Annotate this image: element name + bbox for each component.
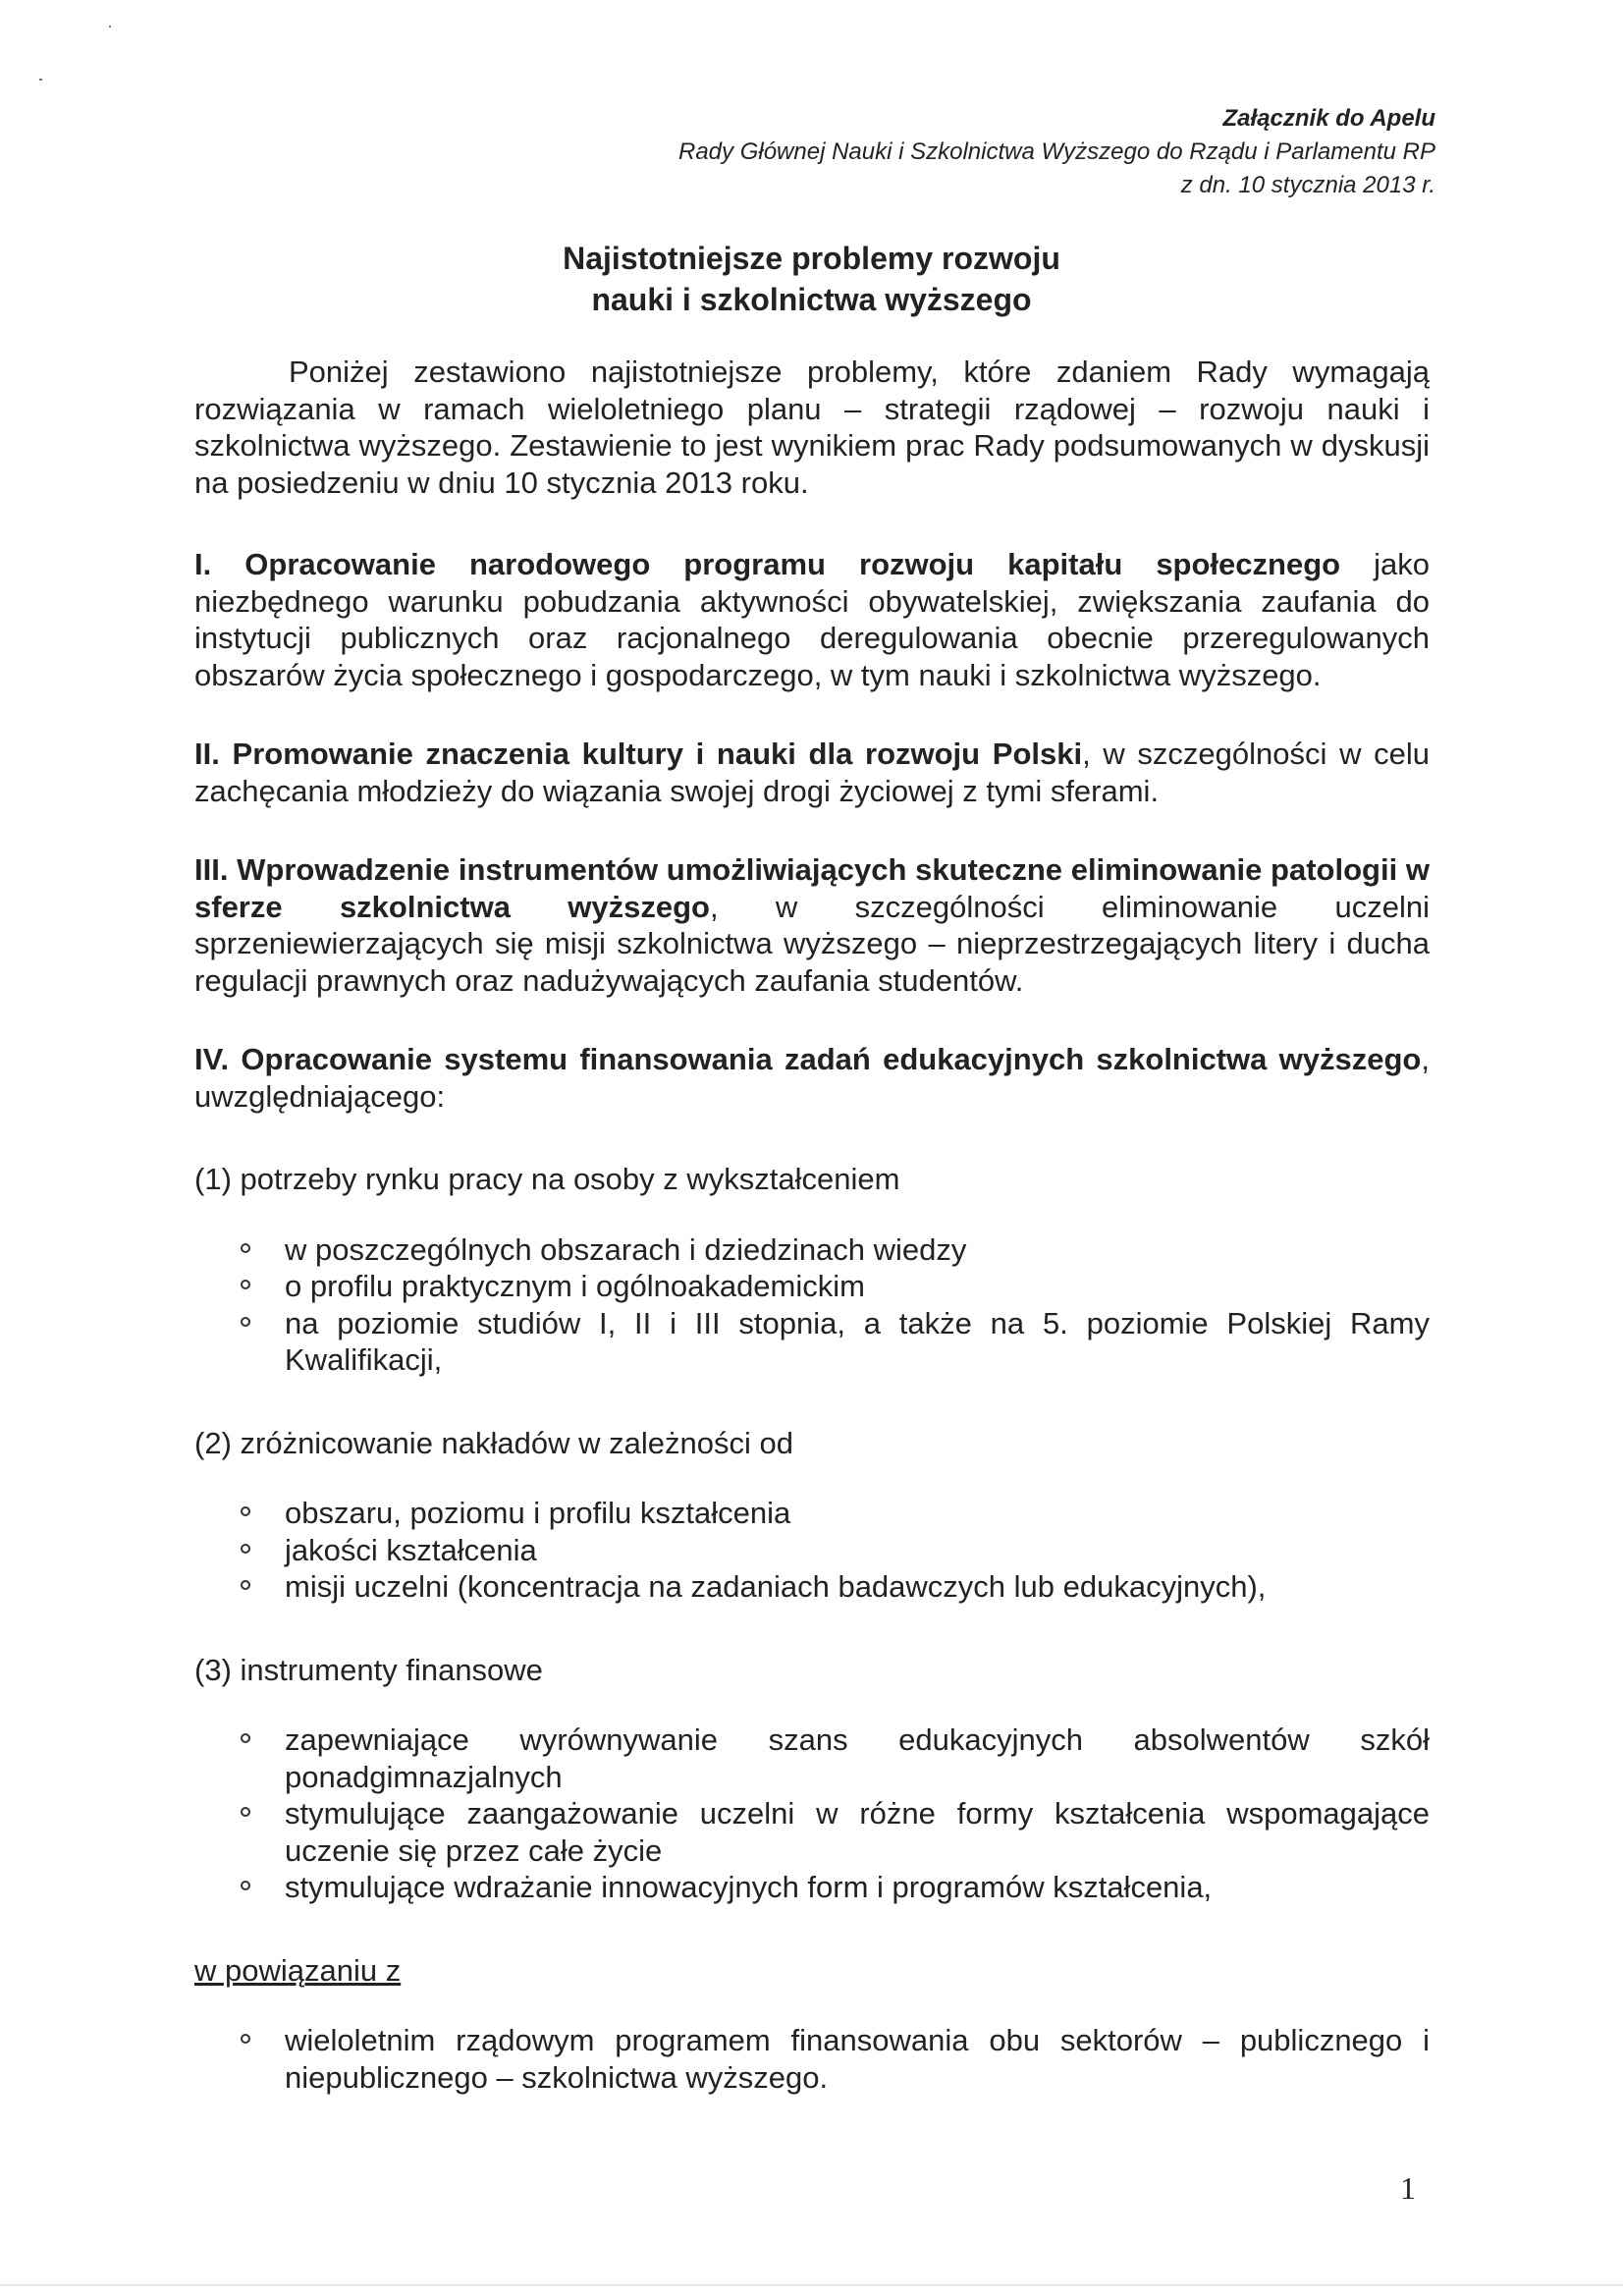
scan-edge: [0, 2284, 1623, 2286]
list-item: [285, 1532, 1430, 1569]
list-item: [285, 1869, 1430, 1906]
intro-paragraph: Poniżej zestawiono najistotniejsze problemy, które zdaniem Rady wymagają rozwiązania w ramach wieloletniego planu – strategii rządowej – rozwoju nauki i szkolnictwa wyższego. Zestawienie to jest wynikiem prac Rady podsumowanych w dyskusji na posiedzeniu w dniu 10 stycznia 2013 roku.: [194, 355, 1430, 500]
link-section-label: w powiązaniu z: [194, 1952, 402, 1988]
document-title: [0, 238, 1623, 320]
document-body: [194, 354, 1430, 2096]
title-line-1: Najistotniejsze problemy rozwoju: [563, 241, 1060, 276]
bullet-icon: [241, 1506, 250, 1516]
title-line-2: nauki i szkolnictwa wyższego: [591, 282, 1032, 317]
list-item: [285, 1268, 1430, 1305]
section-heading: Promowanie znaczenia kultury i nauki dla rozwoju Polski: [232, 737, 1083, 771]
list-item-text: jakości kształcenia: [285, 1532, 537, 1567]
attachment-source: Rady Głównej Nauki i Szkolnictwa Wyższego do Rządu i Parlamentu RP: [678, 138, 1435, 165]
section-text: , uwzględniającego:: [194, 1042, 1430, 1114]
attachment-label: Załącznik do Apelu: [1222, 105, 1435, 132]
scan-speck: [39, 79, 42, 81]
section-heading: Wprowadzenie instrumentów umożliwiających skuteczne eliminowanie patologii w sferze szkolnictwa wyższego: [194, 852, 1430, 924]
section-numeral: II.: [194, 737, 220, 771]
bullet-icon: [241, 1580, 250, 1590]
section-4: [194, 1041, 1430, 1115]
bullet-icon: [241, 1280, 250, 1289]
item-2-label: (2) zróżnicowanie nakładów w zależności od: [194, 1425, 793, 1460]
list-item: [285, 1568, 1430, 1606]
bullet-icon: [241, 1807, 250, 1817]
list-item-text: stymulujące wdrażanie innowacyjnych form i programów kształcenia,: [285, 1870, 1213, 1904]
section-numeral: III.: [194, 852, 229, 887]
list-item-text: na poziomie studiów I, II i III stopnia, a także na 5. poziomie Polskiej Ramy Kwalifikacji,: [285, 1305, 1430, 1377]
section-text: , w szczególności w celu zachęcania młodzieży do wiązania swojej drogi życiowej z tymi sferami.: [194, 737, 1430, 808]
list-item: [285, 1795, 1430, 1869]
bullet-icon: [241, 2034, 250, 2044]
list-item: [285, 1305, 1430, 1379]
section-3: [194, 851, 1430, 999]
bullet-icon: [241, 1243, 250, 1253]
list-item-text: zapewniające wyrównywanie szans edukacyjnych absolwentów szkół ponadgimnazjalnych: [285, 1722, 1430, 1794]
section-numeral: I.: [194, 547, 212, 581]
item-1-list: [194, 1231, 1430, 1379]
scan-speck: [109, 26, 111, 27]
list-item: [285, 1722, 1430, 1795]
attachment-date: z dn. 10 stycznia 2013 r.: [1180, 172, 1435, 198]
item-2-list: [194, 1495, 1430, 1606]
section-1: [194, 546, 1430, 693]
list-item-text: stymulujące zaangażowanie uczelni w różne formy kształcenia wspomagające uczenie się przez całe życie: [285, 1796, 1430, 1868]
page-number: 1: [1400, 2170, 1416, 2206]
section-text: , w szczególności eliminowanie uczelni sprzeniewierzających się misji szkolnictwa wyższego – nieprzestrzegających litery i ducha regulacji prawnych oraz nadużywających zaufania studentów.: [194, 889, 1430, 998]
bullet-icon: [241, 1733, 250, 1743]
list-item: [285, 1231, 1430, 1269]
list-item-text: misji uczelni (koncentracja na zadaniach badawczych lub edukacyjnych),: [285, 1569, 1267, 1604]
bullet-icon: [241, 1881, 250, 1890]
link-section-list: [194, 2022, 1430, 2096]
item-3-label: (3) instrumenty finansowe: [194, 1652, 543, 1687]
section-heading: Opracowanie systemu finansowania zadań edukacyjnych szkolnictwa wyższego: [241, 1042, 1422, 1076]
list-item-text: wieloletnim rządowym programem finansowania obu sektorów – publicznego i niepublicznego – szkolnictwa wyższego.: [285, 2023, 1430, 2095]
attachment-header: [454, 102, 1435, 202]
section-heading: Opracowanie narodowego programu rozwoju kapitału społecznego: [244, 547, 1341, 581]
section-text: jako niezbędnego warunku pobudzania aktywności obywatelskiej, zwiększania zaufania do instytucji publicznych oraz racjonalnego deregulowania obecnie przeregulowanych obszarów życia społecznego i gospodarczego, w tym nauki i szkolnictwa wyższego.: [194, 547, 1430, 692]
section-numeral: IV.: [194, 1042, 230, 1076]
list-item: [285, 2022, 1430, 2096]
list-item: [285, 1495, 1430, 1532]
bullet-icon: [241, 1544, 250, 1554]
list-item-text: w poszczególnych obszarach i dziedzinach wiedzy: [285, 1231, 967, 1267]
item-3-list: [194, 1722, 1430, 1906]
list-item-text: o profilu praktycznym i ogólnoakademickim: [285, 1269, 865, 1303]
list-item-text: obszaru, poziomu i profilu kształcenia: [285, 1496, 791, 1530]
item-1-label: (1) potrzeby rynku pracy na osoby z wykształceniem: [194, 1162, 900, 1196]
section-2: [194, 736, 1430, 809]
bullet-icon: [241, 1317, 250, 1327]
